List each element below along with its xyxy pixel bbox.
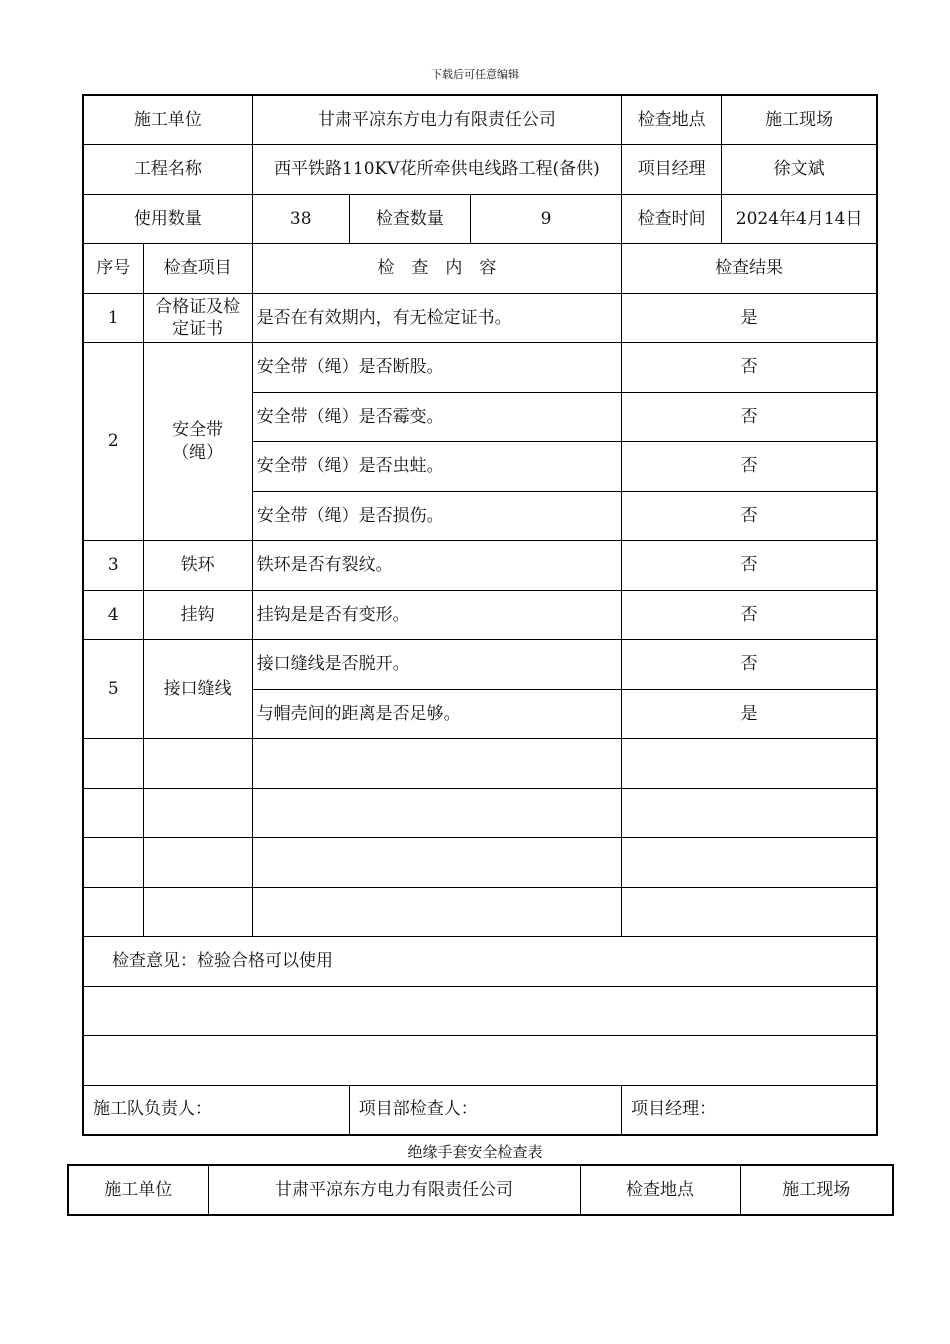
empty-cell — [622, 887, 877, 937]
inspection-opinion: 检查意见：检验合格可以使用 — [83, 937, 877, 987]
item-name: 挂钩 — [143, 590, 252, 640]
label-checked-qty: 检查数量 — [349, 194, 470, 244]
empty-cell — [622, 788, 877, 838]
table-row — [83, 541, 877, 591]
empty-cell — [83, 838, 143, 888]
second-form-title: 绝缘手套安全检查表 — [407, 1143, 543, 1161]
signature-project-manager: 项目经理： — [622, 1085, 877, 1135]
column-header-row — [83, 244, 877, 294]
empty-cell — [252, 887, 621, 937]
empty-cell — [252, 788, 621, 838]
value-location: 施工现场 — [740, 1165, 893, 1215]
empty-cell — [83, 1036, 877, 1086]
value-used-qty: 38 — [252, 194, 349, 244]
empty-cell — [83, 986, 877, 1036]
check-result: 否 — [622, 491, 877, 541]
item-name: 安全带（绳） — [143, 343, 252, 541]
check-content: 铁环是否有裂纹。 — [252, 541, 621, 591]
empty-row — [83, 838, 877, 888]
row-quantity — [83, 194, 877, 244]
table-row — [83, 343, 877, 393]
empty-cell — [83, 739, 143, 789]
check-result: 否 — [622, 392, 877, 442]
empty-row — [83, 788, 877, 838]
item-name: 接口缝线 — [143, 640, 252, 739]
item-seq: 3 — [83, 541, 143, 591]
check-result: 是 — [622, 689, 877, 739]
table-row — [83, 640, 877, 690]
value-manager: 徐文斌 — [722, 145, 877, 195]
empty-cell — [143, 739, 252, 789]
check-result: 是 — [622, 293, 877, 343]
value-checked-qty: 9 — [470, 194, 621, 244]
safety-belt-inspection-table — [82, 94, 878, 1136]
item-seq: 4 — [83, 590, 143, 640]
empty-row — [83, 739, 877, 789]
empty-cell — [622, 739, 877, 789]
value-location: 施工现场 — [722, 95, 877, 145]
column-header-result: 检查结果 — [622, 244, 877, 294]
check-result: 否 — [622, 640, 877, 690]
value-unit: 甘肃平凉东方电力有限责任公司 — [252, 95, 621, 145]
check-content: 安全带（绳）是否霉变。 — [252, 392, 621, 442]
check-content: 安全带（绳）是否断股。 — [252, 343, 621, 393]
table-row — [83, 293, 877, 343]
item-seq: 1 — [83, 293, 143, 343]
row-unit — [83, 95, 877, 145]
empty-cell — [143, 788, 252, 838]
table-row — [83, 590, 877, 640]
check-content: 是否在有效期内，有无检定证书。 — [252, 293, 621, 343]
column-header-content: 检 查 内 容 — [252, 244, 621, 294]
label-unit: 施工单位 — [68, 1165, 208, 1215]
label-manager: 项目经理 — [622, 145, 722, 195]
empty-row — [83, 887, 877, 937]
check-content: 接口缝线是否脱开。 — [252, 640, 621, 690]
check-result: 否 — [622, 541, 877, 591]
row-project — [83, 145, 877, 195]
label-unit: 施工单位 — [83, 95, 252, 145]
label-location: 检查地点 — [580, 1165, 740, 1215]
check-result: 否 — [622, 442, 877, 492]
check-result: 否 — [622, 343, 877, 393]
check-result: 否 — [622, 590, 877, 640]
check-content: 安全带（绳）是否虫蛀。 — [252, 442, 621, 492]
insulated-gloves-inspection-table — [67, 1164, 894, 1216]
item-name: 合格证及检定证书 — [143, 293, 252, 343]
signature-team-leader: 施工队负责人： — [83, 1085, 349, 1135]
opinion-row — [83, 937, 877, 987]
empty-cell — [83, 788, 143, 838]
signature-row — [83, 1085, 877, 1135]
item-seq: 2 — [83, 343, 143, 541]
empty-cell — [83, 887, 143, 937]
empty-row — [83, 986, 877, 1036]
item-seq: 5 — [83, 640, 143, 739]
value-unit: 甘肃平凉东方电力有限责任公司 — [208, 1165, 580, 1215]
signature-dept-inspector: 项目部检查人： — [349, 1085, 621, 1135]
empty-cell — [252, 739, 621, 789]
label-project: 工程名称 — [83, 145, 252, 195]
empty-cell — [143, 838, 252, 888]
label-used-qty: 使用数量 — [83, 194, 252, 244]
check-content: 挂钩是是否有变形。 — [252, 590, 621, 640]
row-unit — [68, 1165, 893, 1215]
empty-cell — [622, 838, 877, 888]
check-content: 安全带（绳）是否损伤。 — [252, 491, 621, 541]
item-name: 铁环 — [143, 541, 252, 591]
value-project: 西平铁路110KV花所牵供电线路工程(备供) — [252, 145, 621, 195]
column-header-seq: 序号 — [83, 244, 143, 294]
empty-cell — [143, 887, 252, 937]
empty-row — [83, 1036, 877, 1086]
label-location: 检查地点 — [622, 95, 722, 145]
empty-cell — [252, 838, 621, 888]
header-note: 下载后可任意编辑 — [431, 68, 519, 81]
check-content: 与帽壳间的距离是否足够。 — [252, 689, 621, 739]
column-header-item: 检查项目 — [143, 244, 252, 294]
label-check-time: 检查时间 — [622, 194, 722, 244]
value-check-time: 2024年4月14日 — [722, 194, 877, 244]
